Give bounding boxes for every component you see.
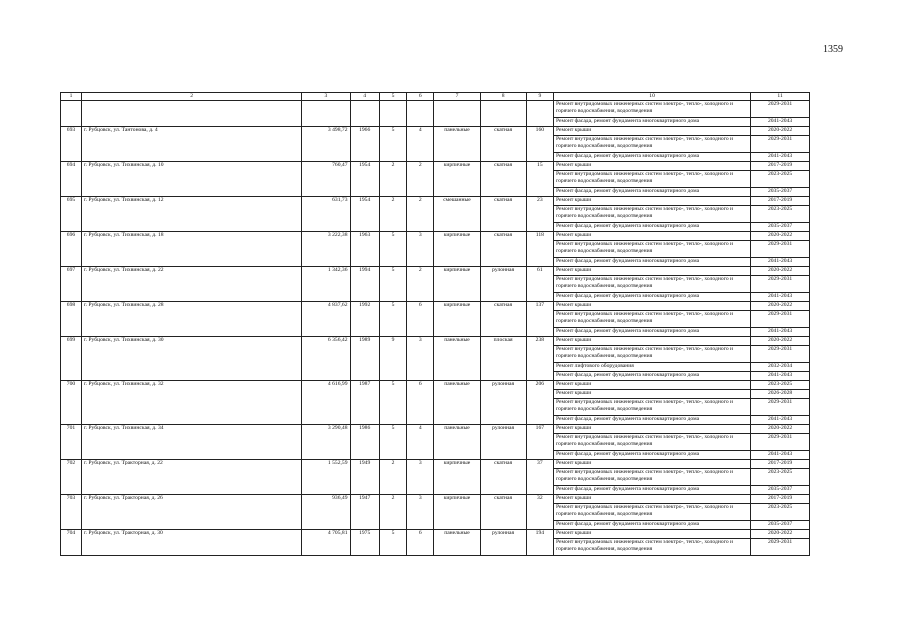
column-number-2: 2 <box>81 93 301 101</box>
year-built-cell: 1994 <box>350 267 379 302</box>
column-number-6: 6 <box>407 93 434 101</box>
table-row <box>61 232 810 241</box>
work-cell: Ремонт фасада, ремонт фундамента многоквартирного дома <box>553 486 750 495</box>
period-cell: 2029-2031 <box>751 276 810 293</box>
floors-cell: 5 <box>379 425 406 460</box>
entrances-cell: 4 <box>407 425 434 460</box>
period-cell: 2029-2031 <box>751 311 810 328</box>
wall-material-cell: кирпичные <box>434 162 480 197</box>
year-built-cell: 1954 <box>350 162 379 197</box>
work-cell: Ремонт крыши <box>553 197 750 206</box>
row-number-cell: 704 <box>61 530 82 556</box>
table-row <box>61 337 810 346</box>
address-cell: г. Рубцовск, ул. Тихвинская, д. 32 <box>81 381 301 425</box>
flats-cell: 32 <box>526 495 553 530</box>
entrances-cell: 2 <box>407 267 434 302</box>
row-number-cell: 695 <box>61 197 82 232</box>
wall-material-cell: кирпичные <box>434 267 480 302</box>
period-cell: 2026-2028 <box>751 390 810 399</box>
period-cell: 2035-2037 <box>751 486 810 495</box>
address-cell: г. Рубцовск, ул. Тантонова, д. 4 <box>81 127 301 162</box>
period-cell: 2029-2031 <box>751 399 810 416</box>
roof-type-cell: скатная <box>480 460 526 495</box>
area-cell: 1 552,59 <box>302 460 350 495</box>
column-number-8: 8 <box>480 93 526 101</box>
work-cell: Ремонт внутридомовых инженерных систем электро-, тепло-, холодного и горячего водоснабжения, водоотведения <box>553 241 750 258</box>
work-cell: Ремонт фасада, ремонт фундамента многоквартирного дома <box>553 118 750 127</box>
floors-cell: 5 <box>379 302 406 337</box>
period-cell: 2029-2031 <box>751 241 810 258</box>
address-cell: г. Рубцовск, ул. Тихвинская, д. 30 <box>81 337 301 381</box>
empty-cell <box>81 101 301 127</box>
empty-cell <box>407 101 434 127</box>
period-cell: 2023-2025 <box>751 206 810 223</box>
row-number-cell: 701 <box>61 425 82 460</box>
area-cell: 1 342,36 <box>302 267 350 302</box>
roof-type-cell: плоская <box>480 337 526 381</box>
wall-material-cell: панельные <box>434 530 480 556</box>
entrances-cell: 4 <box>407 127 434 162</box>
flats-cell: 15 <box>526 162 553 197</box>
year-built-cell: 1992 <box>350 302 379 337</box>
table-row <box>61 302 810 311</box>
flats-cell: 160 <box>526 127 553 162</box>
period-cell: 2041-2043 <box>751 118 810 127</box>
table-row <box>61 162 810 171</box>
period-cell: 2041-2043 <box>751 153 810 162</box>
work-cell: Ремонт крыши <box>553 495 750 504</box>
flats-cell: 167 <box>526 425 553 460</box>
wall-material-cell: кирпичные <box>434 232 480 267</box>
row-number-cell: 703 <box>61 495 82 530</box>
empty-cell <box>379 101 406 127</box>
work-cell: Ремонт фасада, ремонт фундамента многоквартирного дома <box>553 293 750 302</box>
work-cell: Ремонт внутридомовых инженерных систем электро-, тепло-, холодного и горячего водоснабжения, водоотведения <box>553 504 750 521</box>
work-cell: Ремонт лифтового оборудования <box>553 363 750 372</box>
work-cell: Ремонт крыши <box>553 127 750 136</box>
roof-type-cell: скатная <box>480 302 526 337</box>
period-cell: 2023-2025 <box>751 381 810 390</box>
work-cell: Ремонт крыши <box>553 267 750 276</box>
floors-cell: 5 <box>379 127 406 162</box>
roof-type-cell: скатная <box>480 162 526 197</box>
period-cell: 2041-2043 <box>751 258 810 267</box>
entrances-cell: 3 <box>407 460 434 495</box>
column-number-row <box>61 93 810 101</box>
wall-material-cell: панельные <box>434 381 480 425</box>
work-cell: Ремонт внутридомовых инженерных систем электро-, тепло-, холодного и горячего водоснабжения, водоотведения <box>553 276 750 293</box>
work-cell: Ремонт фасада, ремонт фундамента многоквартирного дома <box>553 153 750 162</box>
period-cell: 2035-2037 <box>751 188 810 197</box>
page-number: 1359 <box>823 44 843 55</box>
floors-cell: 5 <box>379 267 406 302</box>
flats-cell: 23 <box>526 197 553 232</box>
roof-type-cell: скатная <box>480 197 526 232</box>
table-row <box>61 101 810 118</box>
row-number-cell: 694 <box>61 162 82 197</box>
empty-cell <box>480 101 526 127</box>
column-number-7: 7 <box>434 93 480 101</box>
period-cell: 2041-2043 <box>751 293 810 302</box>
period-cell: 2035-2037 <box>751 521 810 530</box>
table-row <box>61 530 810 539</box>
floors-cell: 5 <box>379 530 406 556</box>
work-cell: Ремонт фасада, ремонт фундамента многоквартирного дома <box>553 328 750 337</box>
floors-cell: 2 <box>379 495 406 530</box>
entrances-cell: 6 <box>407 530 434 556</box>
work-cell: Ремонт внутридомовых инженерных систем электро-, тепло-, холодного и горячего водоснабжения, водоотведения <box>553 206 750 223</box>
work-cell: Ремонт внутридомовых инженерных систем электро-, тепло-, холодного и горячего водоснабжения, водоотведения <box>553 311 750 328</box>
year-built-cell: 1989 <box>350 337 379 381</box>
repair-schedule-table <box>60 92 810 556</box>
address-cell: г. Рубцовск, ул. Тихвинская, д. 22 <box>81 267 301 302</box>
roof-type-cell: скатная <box>480 232 526 267</box>
address-cell: г. Рубцовск, ул. Тракторная, д. 30 <box>81 530 301 556</box>
work-cell: Ремонт внутридомовых инженерных систем электро-, тепло-, холодного и горячего водоснабжения, водоотведения <box>553 101 750 118</box>
work-cell: Ремонт внутридомовых инженерных систем электро-, тепло-, холодного и горячего водоснабжения, водоотведения <box>553 346 750 363</box>
address-cell: г. Рубцовск, ул. Тихвинская, д. 34 <box>81 425 301 460</box>
roof-type-cell: рулонная <box>480 425 526 460</box>
entrances-cell: 3 <box>407 337 434 381</box>
work-cell: Ремонт крыши <box>553 302 750 311</box>
address-cell: г. Рубцовск, ул. Тракторная, д. 22 <box>81 460 301 495</box>
address-cell: г. Рубцовск, ул. Тихвинская, д. 28 <box>81 302 301 337</box>
work-cell: Ремонт крыши <box>553 381 750 390</box>
period-cell: 2020-2022 <box>751 232 810 241</box>
period-cell: 2020-2022 <box>751 530 810 539</box>
period-cell: 2041-2043 <box>751 416 810 425</box>
period-cell: 2020-2022 <box>751 127 810 136</box>
period-cell: 2023-2025 <box>751 504 810 521</box>
column-number-10: 10 <box>553 93 750 101</box>
period-cell: 2023-2025 <box>751 171 810 188</box>
wall-material-cell: кирпичные <box>434 460 480 495</box>
floors-cell: 9 <box>379 337 406 381</box>
table-row <box>61 267 810 276</box>
empty-cell <box>526 101 553 127</box>
empty-cell <box>434 101 480 127</box>
roof-type-cell: рулонная <box>480 267 526 302</box>
floors-cell: 5 <box>379 381 406 425</box>
row-number-cell: 697 <box>61 267 82 302</box>
area-cell: 3 498,72 <box>302 127 350 162</box>
row-number-cell: 702 <box>61 460 82 495</box>
row-number-cell: 696 <box>61 232 82 267</box>
entrances-cell: 6 <box>407 302 434 337</box>
work-cell: Ремонт внутридомовых инженерных систем электро-, тепло-, холодного и горячего водоснабжения, водоотведения <box>553 434 750 451</box>
address-cell: г. Рубцовск, ул. Тракторная, д. 26 <box>81 495 301 530</box>
entrances-cell: 6 <box>407 381 434 425</box>
area-cell: 936,49 <box>302 495 350 530</box>
address-cell: г. Рубцовск, ул. Тихвинская, д. 18 <box>81 232 301 267</box>
row-number-cell: 693 <box>61 127 82 162</box>
period-cell: 2029-2031 <box>751 101 810 118</box>
work-cell: Ремонт фасада, ремонт фундамента многоквартирного дома <box>553 416 750 425</box>
work-cell: Ремонт крыши <box>553 232 750 241</box>
year-built-cell: 1986 <box>350 425 379 460</box>
flats-cell: 61 <box>526 267 553 302</box>
floors-cell: 5 <box>379 232 406 267</box>
period-cell: 2020-2022 <box>751 267 810 276</box>
period-cell: 2029-2031 <box>751 346 810 363</box>
work-cell: Ремонт крыши <box>553 460 750 469</box>
period-cell: 2035-2037 <box>751 223 810 232</box>
period-cell: 2020-2022 <box>751 337 810 346</box>
wall-material-cell: панельные <box>434 425 480 460</box>
wall-material-cell: кирпичные <box>434 495 480 530</box>
work-cell: Ремонт крыши <box>553 337 750 346</box>
work-cell: Ремонт внутридомовых инженерных систем электро-, тепло-, холодного и горячего водоснабжения, водоотведения <box>553 469 750 486</box>
work-cell: Ремонт крыши <box>553 425 750 434</box>
work-cell: Ремонт крыши <box>553 390 750 399</box>
floors-cell: 2 <box>379 162 406 197</box>
period-cell: 2029-2031 <box>751 136 810 153</box>
area-cell: 3 222,38 <box>302 232 350 267</box>
column-number-5: 5 <box>379 93 406 101</box>
period-cell: 2041-2043 <box>751 328 810 337</box>
roof-type-cell: скатная <box>480 495 526 530</box>
address-cell: г. Рубцовск, ул. Тихвинская, д. 10 <box>81 162 301 197</box>
wall-material-cell: смешанные <box>434 197 480 232</box>
column-number-4: 4 <box>350 93 379 101</box>
year-built-cell: 1966 <box>350 127 379 162</box>
flats-cell: 118 <box>526 232 553 267</box>
work-cell: Ремонт фасада, ремонт фундамента многоквартирного дома <box>553 451 750 460</box>
year-built-cell: 1975 <box>350 530 379 556</box>
empty-cell <box>350 101 379 127</box>
address-cell: г. Рубцовск, ул. Тихвинская, д. 12 <box>81 197 301 232</box>
row-number-cell: 700 <box>61 381 82 425</box>
period-cell: 2029-2031 <box>751 539 810 556</box>
area-cell: 4 837,62 <box>302 302 350 337</box>
period-cell: 2029-2031 <box>751 434 810 451</box>
row-number-cell: 699 <box>61 337 82 381</box>
table-row <box>61 127 810 136</box>
roof-type-cell: рулонная <box>480 381 526 425</box>
period-cell: 2020-2022 <box>751 302 810 311</box>
period-cell: 2017-2019 <box>751 495 810 504</box>
wall-material-cell: кирпичные <box>434 302 480 337</box>
column-number-1: 1 <box>61 93 82 101</box>
area-cell: 4 705,81 <box>302 530 350 556</box>
wall-material-cell: панельные <box>434 337 480 381</box>
empty-cell <box>61 101 82 127</box>
work-cell: Ремонт фасада, ремонт фундамента многоквартирного дома <box>553 521 750 530</box>
column-number-3: 3 <box>302 93 350 101</box>
wall-material-cell: панельные <box>434 127 480 162</box>
work-cell: Ремонт крыши <box>553 530 750 539</box>
area-cell: 631,73 <box>302 197 350 232</box>
area-cell: 760,47 <box>302 162 350 197</box>
floors-cell: 2 <box>379 197 406 232</box>
year-built-cell: 1963 <box>350 232 379 267</box>
period-cell: 2017-2019 <box>751 460 810 469</box>
column-number-11: 11 <box>751 93 810 101</box>
roof-type-cell: скатная <box>480 127 526 162</box>
area-cell: 3 290,48 <box>302 425 350 460</box>
entrances-cell: 2 <box>407 197 434 232</box>
work-cell: Ремонт внутридомовых инженерных систем электро-, тепло-, холодного и горячего водоснабжения, водоотведения <box>553 399 750 416</box>
table-row <box>61 197 810 206</box>
table-row <box>61 495 810 504</box>
entrances-cell: 3 <box>407 495 434 530</box>
year-built-cell: 1949 <box>350 460 379 495</box>
table-row <box>61 460 810 469</box>
work-cell: Ремонт внутридомовых инженерных систем электро-, тепло-, холодного и горячего водоснабжения, водоотведения <box>553 136 750 153</box>
floors-cell: 2 <box>379 460 406 495</box>
work-cell: Ремонт фасада, ремонт фундамента многоквартирного дома <box>553 258 750 267</box>
row-number-cell: 698 <box>61 302 82 337</box>
period-cell: 2017-2019 <box>751 197 810 206</box>
table-row <box>61 381 810 390</box>
flats-cell: 137 <box>526 302 553 337</box>
year-built-cell: 1987 <box>350 381 379 425</box>
flats-cell: 37 <box>526 460 553 495</box>
year-built-cell: 1947 <box>350 495 379 530</box>
area-cell: 4 616,99 <box>302 381 350 425</box>
entrances-cell: 2 <box>407 162 434 197</box>
work-cell: Ремонт крыши <box>553 162 750 171</box>
period-cell: 2017-2019 <box>751 162 810 171</box>
table-row <box>61 425 810 434</box>
work-cell: Ремонт фасада, ремонт фундамента многоквартирного дома <box>553 372 750 381</box>
period-cell: 2041-2043 <box>751 451 810 460</box>
work-cell: Ремонт внутридомовых инженерных систем электро-, тепло-, холодного и горячего водоснабжения, водоотведения <box>553 171 750 188</box>
area-cell: 6 356,42 <box>302 337 350 381</box>
empty-cell <box>302 101 350 127</box>
entrances-cell: 3 <box>407 232 434 267</box>
period-cell: 2032-2034 <box>751 363 810 372</box>
flats-cell: 238 <box>526 337 553 381</box>
year-built-cell: 1954 <box>350 197 379 232</box>
period-cell: 2023-2025 <box>751 469 810 486</box>
flats-cell: 206 <box>526 381 553 425</box>
period-cell: 2020-2022 <box>751 425 810 434</box>
work-cell: Ремонт фасада, ремонт фундамента многоквартирного дома <box>553 223 750 232</box>
work-cell: Ремонт внутридомовых инженерных систем электро-, тепло-, холодного и горячего водоснабжения, водоотведения <box>553 539 750 556</box>
work-cell: Ремонт фасада, ремонт фундамента многоквартирного дома <box>553 188 750 197</box>
period-cell: 2041-2043 <box>751 372 810 381</box>
flats-cell: 194 <box>526 530 553 556</box>
column-number-9: 9 <box>526 93 553 101</box>
roof-type-cell: рулонная <box>480 530 526 556</box>
